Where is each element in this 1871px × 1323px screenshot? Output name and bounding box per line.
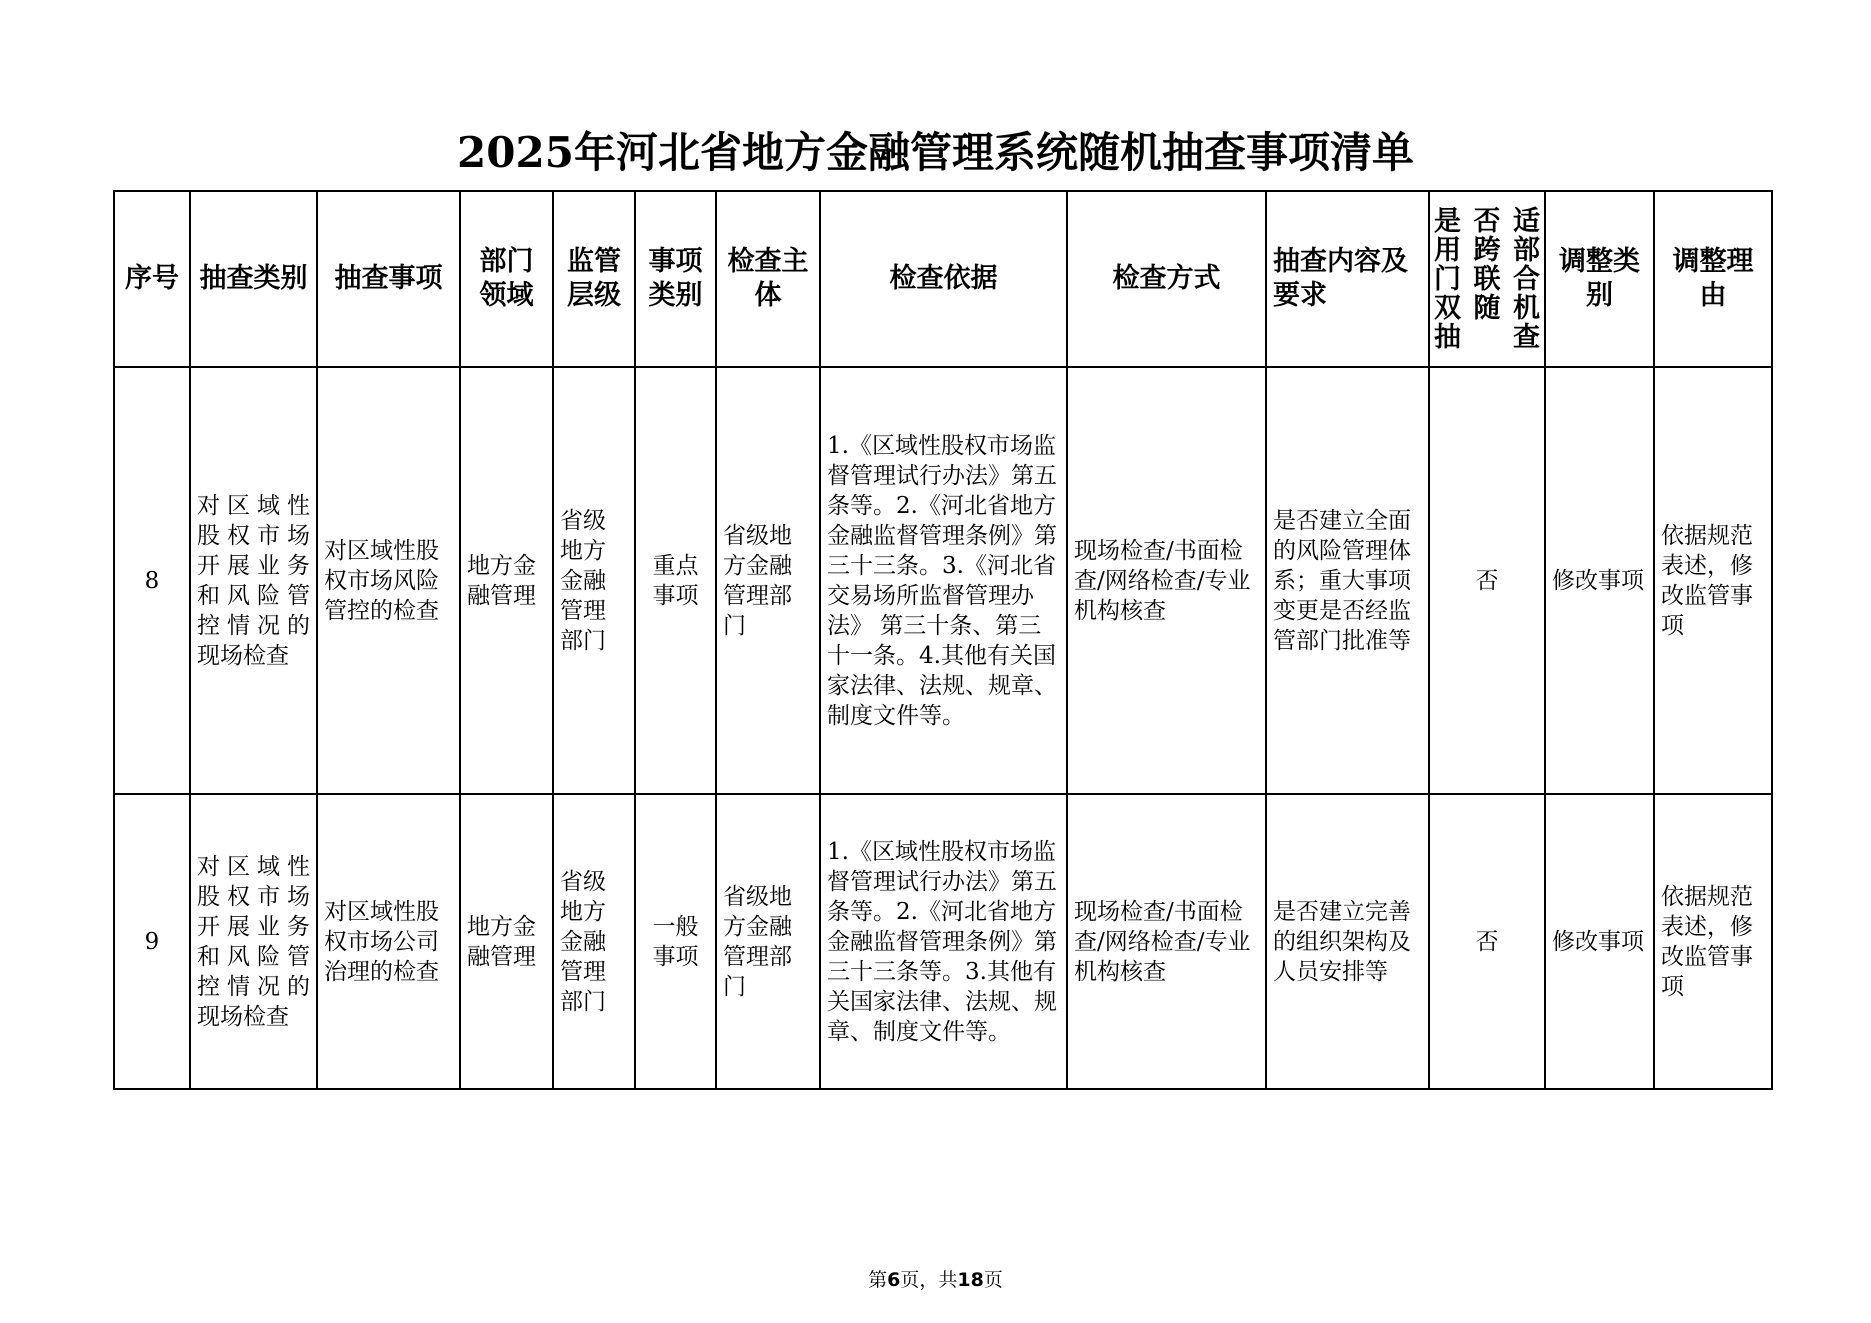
- cell-level: 省级地方金融管理部门: [553, 794, 635, 1089]
- cell-content: 是否建立全面的风险管理体系；重大事项变更是否经监管部门批准等: [1266, 367, 1429, 794]
- cell-joint: 否: [1429, 794, 1545, 1089]
- inspection-items-table: [113, 190, 1773, 1090]
- table-row: [114, 794, 1772, 1089]
- cell-subject: 省级地方金融管理部门: [716, 794, 820, 1089]
- cell-category: 对区域性股权市场开展业务和风险管控情况的现场检查: [190, 794, 317, 1089]
- cell-item: 对区域性股权市场公司治理的检查: [317, 794, 460, 1089]
- cell-method: 现场检查/书面检查/网络检查/专业机构核查: [1067, 794, 1266, 1089]
- cell-seq: 9: [114, 794, 190, 1089]
- cell-content: 是否建立完善的组织架构及人员安排等: [1266, 794, 1429, 1089]
- header-category: 抽查类别: [190, 191, 317, 367]
- header-seq: 序号: [114, 191, 190, 367]
- document-title: 2025年河北省地方金融管理系统随机抽查事项清单: [457, 128, 1414, 177]
- cell-item: 对区域性股权市场风险管控的检查: [317, 367, 460, 794]
- cell-item-type: 重点事项: [635, 367, 716, 794]
- cell-seq: 8: [114, 367, 190, 794]
- page-footer: [0, 1265, 1871, 1292]
- cell-method: 现场检查/书面检查/网络检查/专业机构核查: [1067, 367, 1266, 794]
- cell-adj-reason: 依据规范表述，修改监管事项: [1654, 367, 1772, 794]
- cell-adj-type: 修改事项: [1545, 794, 1654, 1089]
- header-dept: 部门领域: [460, 191, 553, 367]
- cell-level: 省级地方金融管理部门: [553, 367, 635, 794]
- cell-basis: 1.《区域性股权市场监督管理试行办法》第五条等。2.《河北省地方金融监督管理条例》第三十三条。3.《河北省交易场所监督管理办法》 第三十条、第三十一条。4.其他有关国家法律、法规、规章、制度文件等。: [820, 367, 1067, 794]
- cell-category: 对区域性股权市场开展业务和风险管控情况的现场检查: [190, 367, 317, 794]
- header-method: 检查方式: [1067, 191, 1266, 367]
- cell-dept: 地方金融管理: [460, 367, 553, 794]
- cell-item-type: 一般事项: [635, 794, 716, 1089]
- header-subject: 检查主体: [716, 191, 820, 367]
- header-joint: 是否适用跨部门联合双随机抽查: [1429, 191, 1545, 367]
- cell-dept: 地方金融管理: [460, 794, 553, 1089]
- header-adj-reason: 调整理由: [1654, 191, 1772, 367]
- footer-total-pages: 18: [957, 1269, 984, 1291]
- cell-adj-type: 修改事项: [1545, 367, 1654, 794]
- cell-basis: 1.《区域性股权市场监督管理试行办法》第五条等。2.《河北省地方金融监督管理条例》第三十三条等。3.其他有关国家法律、法规、规章、制度文件等。: [820, 794, 1067, 1089]
- header-item-type: 事项类别: [635, 191, 716, 367]
- footer-mid: 页，共: [900, 1269, 958, 1291]
- header-level: 监管层级: [553, 191, 635, 367]
- header-adj-type: 调整类别: [1545, 191, 1654, 367]
- footer-prefix: 第: [868, 1269, 888, 1291]
- header-item: 抽查事项: [317, 191, 460, 367]
- footer-page-number: 6: [887, 1269, 901, 1291]
- table-row: [114, 367, 1772, 794]
- footer-suffix: 页: [983, 1269, 1003, 1291]
- cell-joint: 否: [1429, 367, 1545, 794]
- cell-subject: 省级地方金融管理部门: [716, 367, 820, 794]
- header-basis: 检查依据: [820, 191, 1067, 367]
- cell-adj-reason: 依据规范表述，修改监管事项: [1654, 794, 1772, 1089]
- table-header-row: [114, 191, 1772, 367]
- header-content: 抽查内容及要求: [1266, 191, 1429, 367]
